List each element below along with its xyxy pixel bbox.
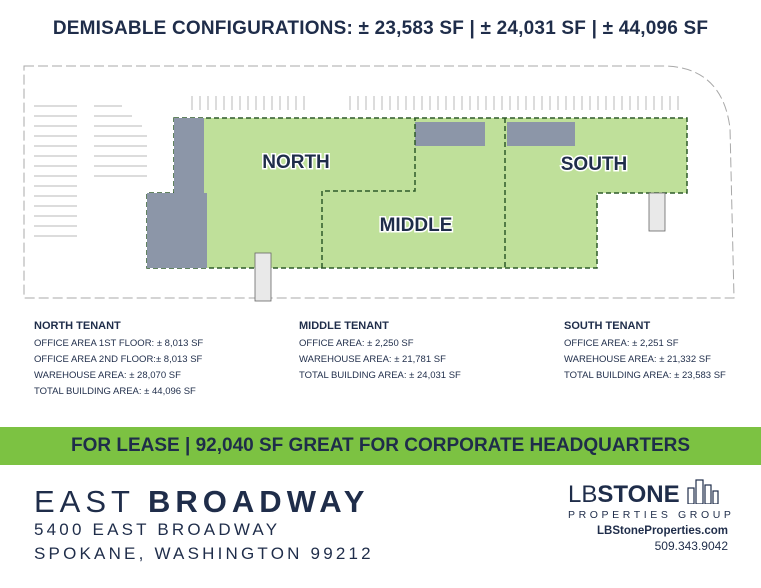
plan-label-south: SOUTH: [560, 154, 628, 175]
logo-wordmark: [568, 476, 738, 509]
tenant-line: OFFICE AREA 1ST FLOOR: ± 8,013 SF: [34, 338, 204, 349]
property-name-light: EAST: [34, 484, 149, 519]
website-link[interactable]: LBStoneProperties.com: [597, 525, 728, 537]
tenant-line: OFFICE AREA 2ND FLOOR:± 8,013 SF: [34, 354, 203, 365]
page-title: DEMISABLE CONFIGURATIONS: ± 23,583 SF | ± 24,031 SF | ± 44,096 SF: [52, 18, 709, 39]
office-block-south: [507, 122, 575, 146]
office-block-north-upper: [174, 118, 204, 196]
parking-stalls-top: [192, 96, 678, 110]
tenant-line: OFFICE AREA: ± 2,251 SF: [564, 338, 679, 349]
for-lease-banner: FOR LEASE | 92,040 SF GREAT FOR CORPORATE HEADQUARTERS: [0, 427, 761, 465]
tenant-south: [564, 318, 726, 384]
address-line-2: SPOKANE, WASHINGTON 99212: [34, 544, 374, 563]
plan-label-north: NORTH: [262, 152, 330, 173]
parking-stalls-left: [34, 106, 147, 236]
tenant-line: TOTAL BUILDING AREA: ± 44,096 SF: [34, 386, 196, 397]
phone-number[interactable]: 509.343.9042: [654, 539, 728, 553]
tenant-heading: MIDDLE TENANT: [299, 320, 389, 332]
property-name: [34, 484, 369, 520]
logo-subtitle: PROPERTIES GROUP: [568, 509, 735, 521]
tenant-line: WAREHOUSE AREA: ± 28,070 SF: [34, 370, 181, 381]
tenant-heading: NORTH TENANT: [34, 320, 121, 332]
property-name-bold: BROADWAY: [148, 484, 370, 519]
tenant-line: OFFICE AREA: ± 2,250 SF: [299, 338, 414, 349]
tenant-line: WAREHOUSE AREA: ± 21,781 SF: [299, 354, 446, 365]
plan-label-middle: MIDDLE: [379, 215, 453, 236]
logo-main-text: STONE: [597, 481, 680, 508]
company-logo: [568, 476, 738, 553]
tenant-line: TOTAL BUILDING AREA: ± 23,583 SF: [564, 370, 726, 381]
tenant-middle: [299, 318, 461, 384]
skyline-icon: [686, 476, 720, 504]
tenant-heading: SOUTH TENANT: [564, 320, 651, 332]
tenant-north: [34, 318, 203, 400]
office-block-north: [147, 193, 207, 268]
tenant-line: WAREHOUSE AREA: ± 21,332 SF: [564, 354, 711, 365]
address-line-1: 5400 EAST BROADWAY: [34, 520, 281, 539]
tenant-line: TOTAL BUILDING AREA: ± 24,031 SF: [299, 370, 461, 381]
site-plan: [22, 58, 742, 303]
logo-prefix: LB: [568, 481, 598, 508]
office-block-middle: [415, 122, 485, 146]
